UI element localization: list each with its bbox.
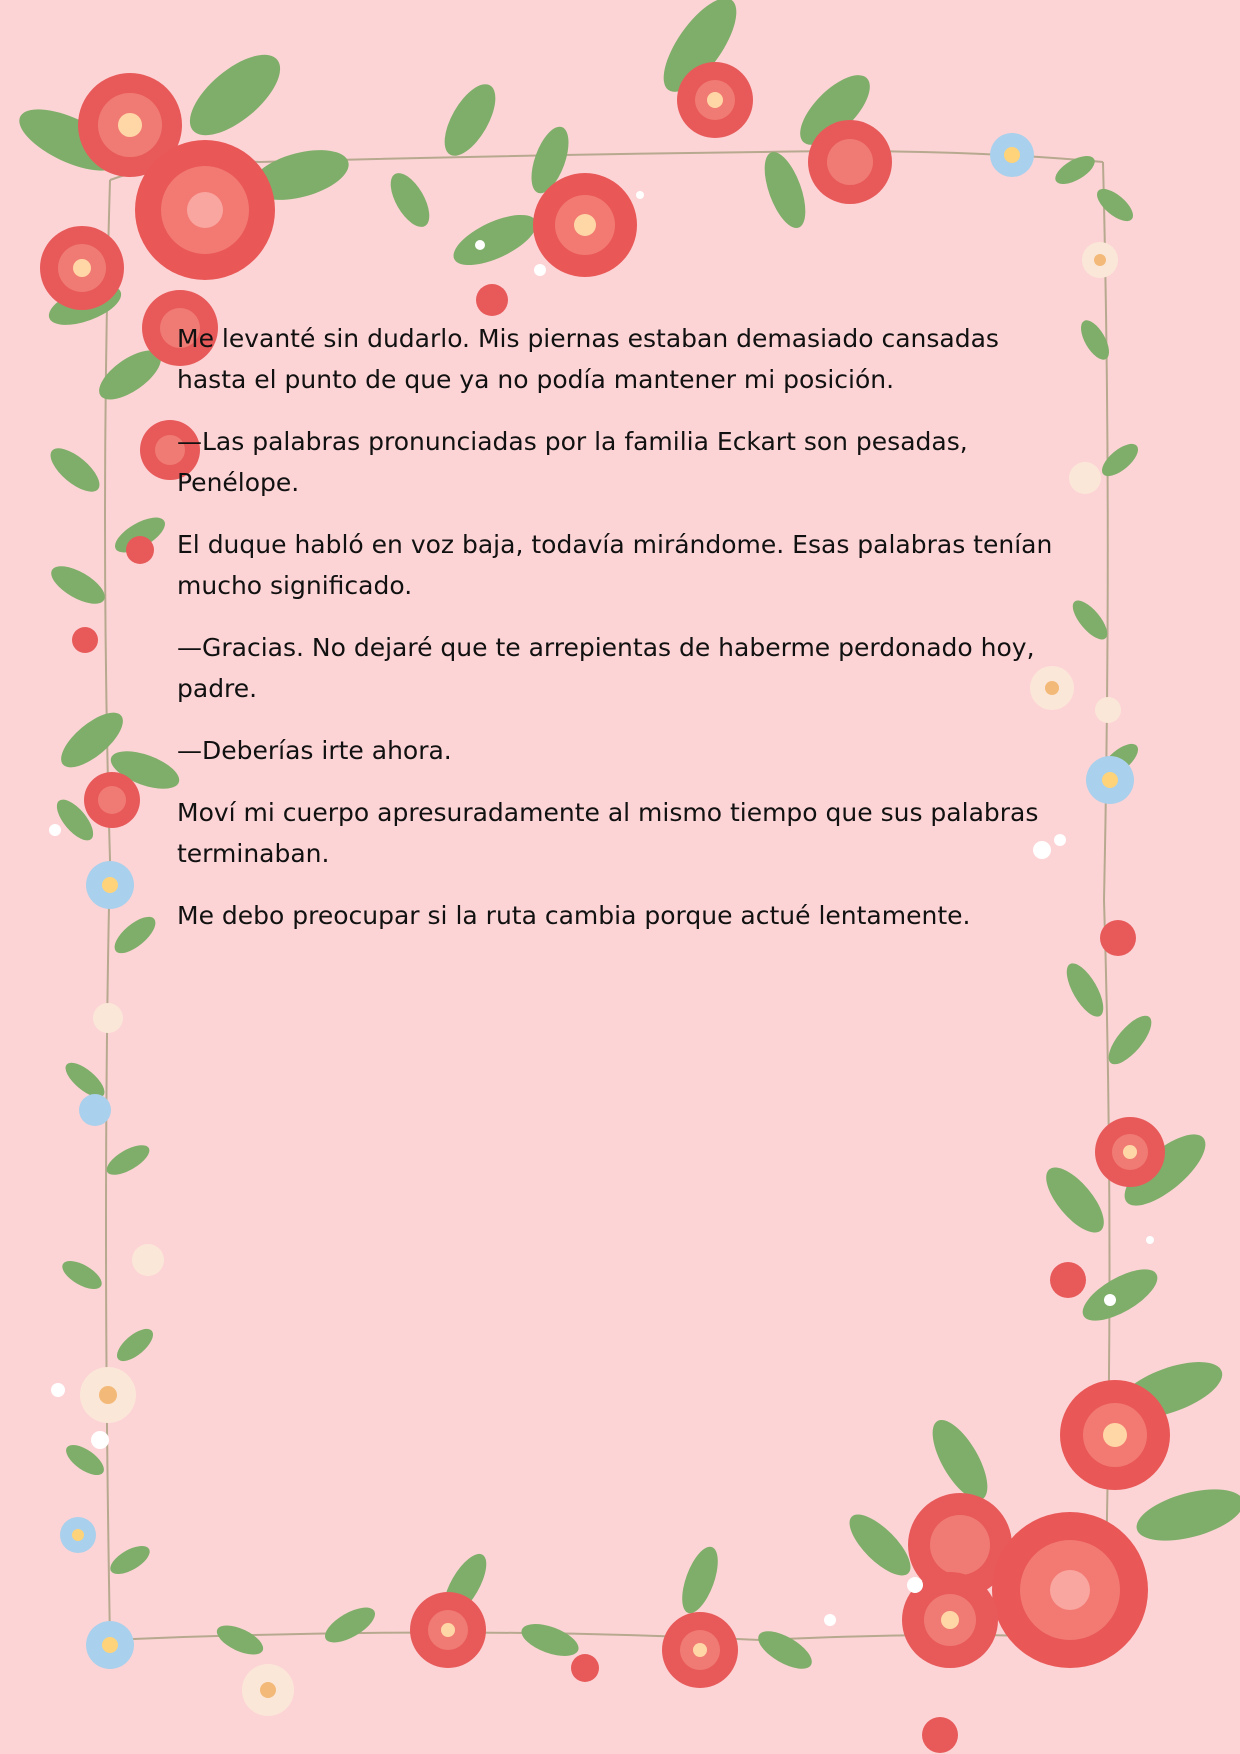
paragraph: Moví mi cuerpo apresuradamente al mismo tiempo que sus palabras terminaban. [177,798,1039,868]
paragraph: Me debo preocupar si la ruta cambia porque actué lentamente. [177,901,971,930]
paragraph: —Deberías irte ahora. [177,736,452,765]
paragraph: Me levanté sin dudarlo. Mis piernas estaban demasiado cansadas hasta el punto de que ya no podía mantener mi posición. [177,324,999,394]
paragraph: —Gracias. No dejaré que te arrepientas de haberme perdonado hoy, padre. [177,633,1035,703]
story-text [177,318,1057,957]
paragraph: —Las palabras pronunciadas por la familia Eckart son pesadas, Penélope. [177,427,968,497]
paragraph: El duque habló en voz baja, todavía mirándome. Esas palabras tenían mucho significado. [177,530,1053,600]
